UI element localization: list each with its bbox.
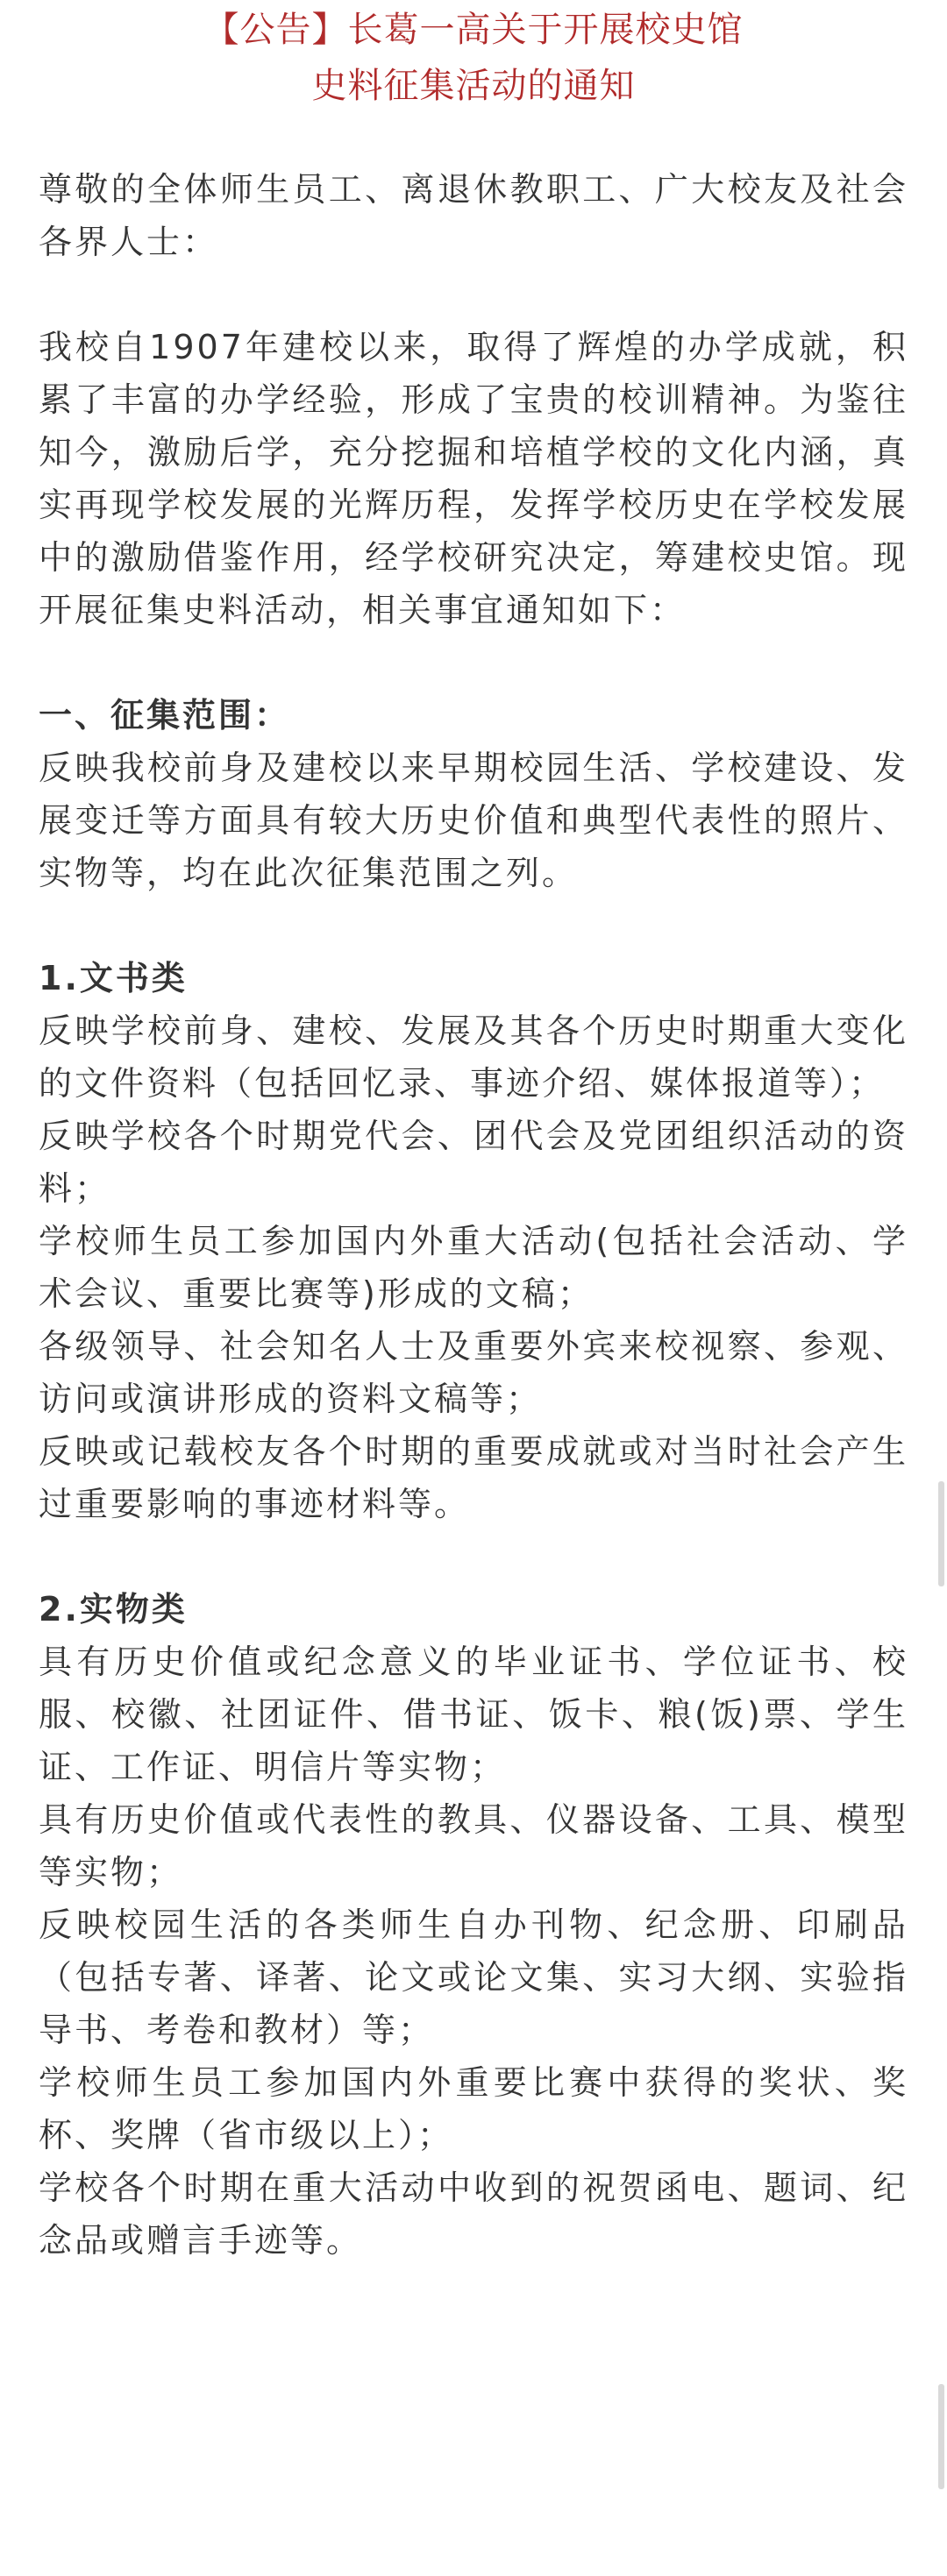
scrollbar-thumb[interactable] (938, 1481, 944, 1586)
category1-item: 反映学校前身、建校、发展及其各个历史时期重大变化的文件资料（包括回忆录、事迹介绍、媒体报道等）； (39, 1011, 908, 1103)
category1-item: 学校师生员工参加国内外重大活动(包括社会活动、学术会议、重要比赛等)形成的文稿； (39, 1222, 908, 1313)
section1-heading: 一、征集范围： (39, 696, 291, 734)
category2-item: 反映校园生活的各类师生自办刊物、纪念册、印刷品（包括专著、译著、论文或论文集、实习大纲、实验指导书、考卷和教材）等； (39, 1905, 908, 2049)
category1-heading: 1.文书类 (39, 959, 188, 997)
category2-heading: 2.实物类 (39, 1590, 188, 1629)
section1-text: 反映我校前身及建校以来早期校园生活、学校建设、发展变迁等方面具有较大历史价值和典型代表性的照片、实物等，均在此次征集范围之列。 (39, 749, 908, 892)
notice-title (39, 0, 908, 114)
category1-item: 各级领导、社会知名人士及重要外宾来校视察、参观、访问或演讲形成的资料文稿等； (39, 1327, 908, 1418)
scrollbar-thumb-lower[interactable] (938, 2384, 944, 2489)
category1-item: 反映或记载校友各个时期的重要成就或对当时社会产生过重要影响的事迹材料等。 (39, 1432, 908, 1523)
intro-paragraph: 我校自1907年建校以来，取得了辉煌的办学成就，积累了丰富的办学经验，形成了宝贵的校训精神。为鉴往知今，激励后学，充分挖掘和培植学校的文化内涵，真实再现学校发展的光辉历程，发挥学校历史在学校发展中的激励借鉴作用，经学校研究决定，筹建校史馆。现开展征集史料活动，相关事宜通知如下： (39, 328, 908, 629)
category2-item: 学校各个时期在重大活动中收到的祝贺函电、题词、纪念品或赠言手迹等。 (39, 2168, 908, 2260)
title-line-1: 【公告】长葛一高关于开展校史馆 (203, 10, 744, 50)
category2-item: 学校师生员工参加国内外重要比赛中获得的奖状、奖杯、奖牌（省市级以上）； (39, 2063, 908, 2154)
category2-item: 具有历史价值或纪念意义的毕业证书、学位证书、校服、校徽、社团证件、借书证、饭卡、粮(饭)票、学生证、工作证、明信片等实物； (39, 1643, 908, 1786)
salutation: 尊敬的全体师生员工、离退休教职工、广大校友及社会各界人士： (39, 170, 908, 261)
title-line-2: 史料征集活动的通知 (311, 66, 636, 106)
category1-item: 反映学校各个时期党代会、团代会及党团组织活动的资料； (39, 1117, 908, 1208)
category2-item: 具有历史价值或代表性的教具、仪器设备、工具、模型等实物； (39, 1800, 908, 1891)
